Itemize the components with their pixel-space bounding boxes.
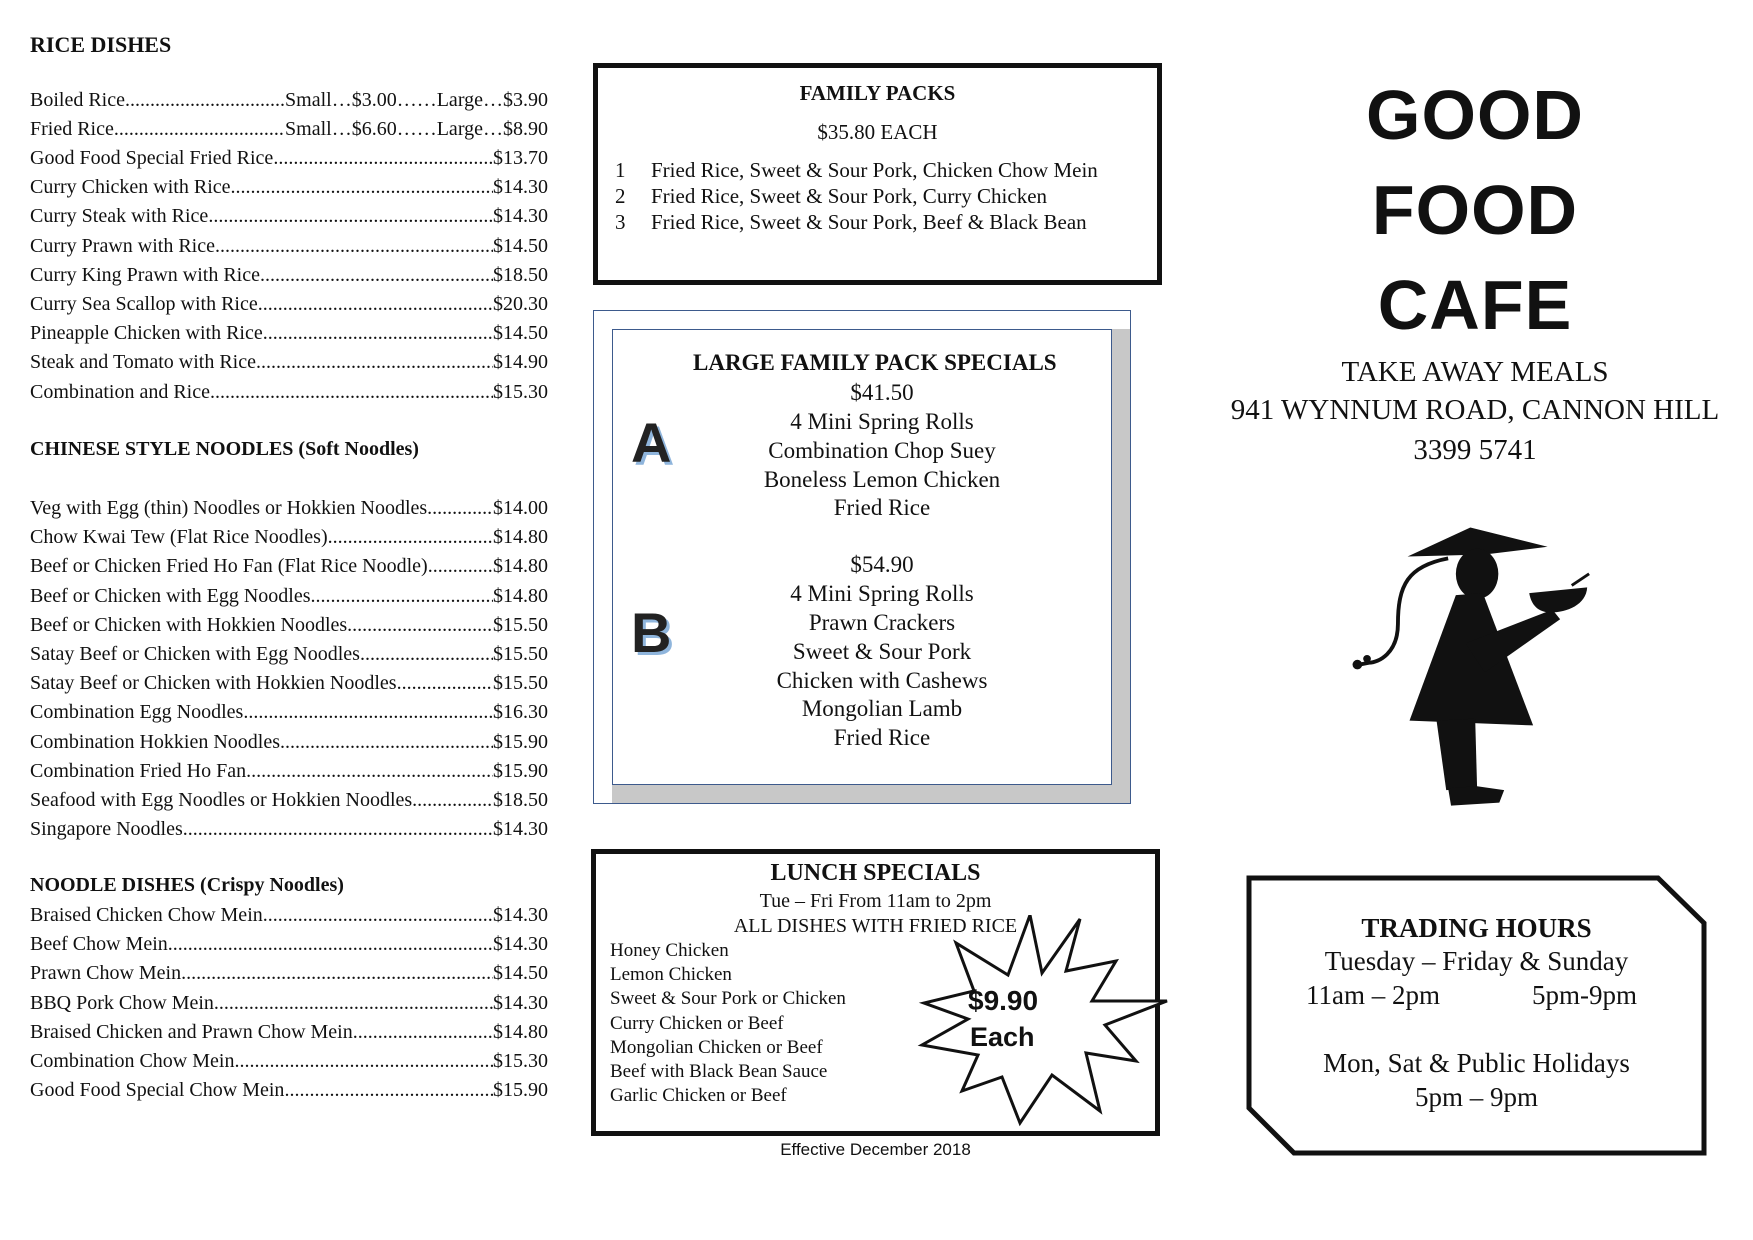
item-price: $15.90: [493, 730, 548, 753]
dot-leader: [243, 698, 493, 727]
item-price: $14.50: [493, 962, 548, 985]
family-pack-number: 1: [615, 158, 626, 182]
menu-item: [30, 378, 548, 407]
brand-line-good: GOOD: [1366, 76, 1584, 154]
lunch-note: ALL DISHES WITH FRIED RICE: [733, 915, 1018, 937]
trading-days-2: Mon, Sat & Public Holidays: [1323, 1048, 1630, 1078]
dot-leader: [214, 989, 493, 1018]
item-name: Prawn Chow Mein: [30, 962, 182, 985]
pack-item: Fried Rice: [833, 725, 931, 751]
item-price: $14.30: [493, 904, 548, 926]
pack-item: Boneless Lemon Chicken: [763, 466, 1001, 492]
dot-leader: [311, 582, 494, 611]
dot-leader: [360, 640, 493, 669]
item-price: $14.80: [493, 1020, 548, 1043]
item-name: Combination Chow Mein: [30, 1050, 235, 1072]
tagline: TAKE AWAY MEALS: [1341, 356, 1609, 388]
dot-leader: [353, 1018, 493, 1047]
dot-leader: [183, 815, 493, 844]
item-price: $14.80: [493, 526, 548, 549]
small-label: Small: [285, 89, 332, 111]
small-price: $3.00: [351, 89, 397, 111]
dot-leader: [397, 669, 493, 698]
menu-item: [30, 815, 548, 844]
item-name: Chow Kwai Tew (Flat Rice Noodles): [30, 526, 328, 549]
item-name: Combination and Rice: [30, 380, 210, 403]
item-name: Beef or Chicken with Hokkien Noodles: [30, 613, 348, 636]
trading-days-1: Tuesday – Friday & Sunday: [1324, 946, 1629, 976]
lunch-item: Mongolian Chicken or Beef: [610, 1036, 823, 1058]
menu-item: [30, 989, 548, 1018]
menu-item: [30, 348, 548, 377]
dot-leader: [208, 202, 493, 231]
dot-leader: [263, 319, 493, 348]
dot-leader: [210, 378, 493, 407]
item-name: Fried Rice: [30, 118, 114, 140]
menu-item: [30, 901, 548, 930]
item-price: $18.50: [493, 263, 548, 286]
menu-item-sized: [30, 115, 548, 144]
small-price: $6.60: [351, 118, 397, 140]
pack-item: Sweet & Sour Pork: [792, 638, 972, 664]
lunch-item: Curry Chicken or Beef: [610, 1012, 784, 1034]
pack-item: Combination Chop Suey: [768, 437, 996, 463]
item-name: Satay Beef or Chicken with Egg Noodles: [30, 643, 360, 665]
menu-item: [30, 959, 548, 988]
trading-title: TRADING HOURS: [1361, 913, 1592, 943]
trading-hours-2: 5pm – 9pm: [1414, 1082, 1538, 1112]
pack-letter-b: B: [631, 601, 672, 665]
brand-line-food: FOOD: [1371, 171, 1579, 249]
dot-leader: [234, 1047, 493, 1076]
menu-item: [30, 319, 548, 348]
item-name: Combination Egg Noodles: [30, 701, 244, 724]
menu-item-sized: [30, 86, 548, 115]
item-name: Pineapple Chicken with Rice: [30, 322, 263, 345]
item-name: Curry Prawn with Rice: [30, 234, 215, 257]
large-label: Large: [436, 89, 483, 111]
soft-noodles-heading: CHINESE STYLE NOODLES (Soft Noodles): [30, 438, 419, 460]
menu-item: [30, 1047, 548, 1076]
pack-letter-a: A: [631, 411, 672, 474]
dot-leader: [258, 290, 493, 319]
menu-item: [30, 1076, 548, 1105]
lunch-item: Sweet & Sour Pork or Chicken: [610, 988, 846, 1010]
dot-leader: [427, 494, 493, 523]
dot-leader: …: [483, 118, 503, 140]
item-price: $14.50: [493, 234, 548, 257]
item-name: Curry Chicken with Rice: [30, 176, 231, 199]
pack-price: $41.50: [850, 380, 914, 405]
menu-item: [30, 290, 548, 319]
item-name: Curry Steak with Rice: [30, 205, 209, 228]
trading-dinner-hours: 5pm-9pm: [1532, 980, 1637, 1010]
item-name: Beef Chow Mein: [30, 933, 168, 956]
large-family-title: LARGE FAMILY PACK SPECIALS: [693, 350, 1057, 375]
menu-item: [30, 202, 548, 231]
item-name: Veg with Egg (thin) Noodles or Hokkien Noodles: [30, 497, 428, 519]
dot-leader: [246, 757, 493, 786]
item-name: Seafood with Egg Noodles or Hokkien Noodles: [30, 789, 413, 811]
item-name: Braised Chicken and Prawn Chow Mein: [30, 1020, 353, 1043]
phone: 3399 5741: [1413, 434, 1537, 466]
family-packs-box: [593, 63, 1162, 285]
dot-leader: [231, 173, 493, 202]
item-price: $14.50: [493, 322, 548, 345]
dot-leader: [428, 552, 493, 581]
item-name: Beef or Chicken with Egg Noodles: [30, 584, 311, 607]
small-label: Small: [285, 118, 332, 140]
family-pack-number: 3: [615, 210, 626, 234]
dot-leader: [215, 232, 493, 261]
item-name: Combination Fried Ho Fan: [30, 759, 247, 782]
item-price: $14.30: [493, 818, 548, 841]
family-pack-items: Fried Rice, Sweet & Sour Pork, Curry Chicken: [651, 184, 1048, 208]
item-name: Satay Beef or Chicken with Hokkien Noodles: [30, 672, 397, 695]
dot-leader: ……: [396, 89, 437, 111]
item-price: $16.30: [493, 701, 548, 724]
effective-date: Effective December 2018: [780, 1140, 971, 1159]
item-price: $14.30: [493, 205, 548, 228]
dot-leader: …: [331, 89, 352, 111]
lunch-item: Beef with Black Bean Sauce: [610, 1061, 828, 1082]
lunch-price: $9.90: [968, 985, 1039, 1016]
item-price: $14.80: [493, 584, 548, 607]
rice-dishes-heading: RICE DISHES: [30, 32, 172, 57]
pack-item: Mongolian Lamb: [801, 696, 963, 722]
item-price: $15.50: [493, 613, 548, 636]
dot-leader: [280, 728, 493, 757]
family-packs-title: FAMILY PACKS: [799, 81, 956, 105]
lunch-item: Lemon Chicken: [610, 964, 732, 986]
item-price: $15.30: [493, 1050, 548, 1072]
family-pack-items: Fried Rice, Sweet & Sour Pork, Chicken Chow Mein: [651, 158, 1098, 182]
menu-item: [30, 728, 548, 757]
item-price: $14.90: [493, 351, 548, 374]
pack-item: 4 Mini Spring Rolls: [790, 581, 974, 607]
item-price: $14.30: [493, 991, 548, 1014]
brand-line-cafe: CAFE: [1377, 266, 1573, 344]
large-price: $3.90: [503, 89, 548, 111]
dot-leader: [328, 523, 493, 552]
pack-item: Chicken with Cashews: [776, 667, 988, 693]
item-name: BBQ Pork Chow Mein: [30, 991, 214, 1014]
item-price: $15.50: [493, 672, 548, 695]
lunch-title: LUNCH SPECIALS: [770, 860, 981, 886]
item-name: Curry King Prawn with Rice: [30, 263, 260, 286]
dot-leader: ……: [396, 118, 437, 140]
pack-price: $54.90: [850, 552, 914, 578]
dot-leader: [168, 930, 493, 959]
menu-item: [30, 173, 548, 202]
dot-leader: [347, 611, 493, 640]
menu-item: [30, 669, 548, 698]
item-name: Beef or Chicken Fried Ho Fan (Flat Rice Noodle): [30, 555, 428, 578]
item-price: $14.00: [493, 497, 548, 519]
dot-leader: …: [331, 118, 352, 140]
family-pack-items: Fried Rice, Sweet & Sour Pork, Beef & Black Bean: [651, 210, 1087, 234]
menu-item: [30, 611, 548, 640]
item-name: Braised Chicken Chow Mein: [30, 904, 263, 926]
address: 941 WYNNUM ROAD, CANNON HILL: [1230, 394, 1720, 426]
menu-item: [30, 582, 548, 611]
dot-leader: [256, 348, 493, 377]
lunch-item: Honey Chicken: [610, 940, 729, 961]
dot-leader: [260, 261, 493, 290]
menu-item: [30, 232, 548, 261]
item-price: $20.30: [493, 293, 548, 315]
waiter-figure-icon: [1340, 515, 1620, 820]
menu-item: [30, 494, 548, 523]
dot-leader: [273, 144, 493, 173]
menu-item: [30, 523, 548, 552]
large-label: Large: [436, 118, 483, 140]
menu-item: [30, 144, 548, 173]
item-price: $18.50: [493, 789, 548, 811]
item-name: Singapore Noodles: [30, 818, 183, 841]
dot-leader: [125, 86, 285, 115]
lunch-hours: Tue – Fri From 11am to 2pm: [759, 890, 992, 912]
menu-item: [30, 786, 548, 815]
pack-item: 4 Mini Spring Rolls: [790, 409, 974, 434]
menu-item: [30, 640, 548, 669]
menu-item: [30, 698, 548, 727]
menu-item: [30, 261, 548, 290]
large-family-pack-box: [593, 310, 1131, 804]
item-price: $15.50: [493, 643, 548, 665]
item-price: $14.30: [493, 933, 548, 956]
dot-leader: …: [483, 89, 503, 111]
crispy-noodles-heading: NOODLE DISHES (Crispy Noodles): [30, 874, 344, 896]
dot-leader: [114, 115, 285, 144]
dot-leader: [284, 1076, 493, 1105]
family-packs-price: $35.80 EACH: [817, 120, 938, 144]
dot-leader: [412, 786, 493, 815]
item-name: Curry Sea Scallop with Rice: [30, 293, 258, 315]
item-price: $14.30: [493, 176, 548, 199]
family-pack-number: 2: [615, 184, 626, 208]
item-price: $13.70: [493, 147, 548, 169]
trading-lunch-hours: 11am – 2pm: [1306, 980, 1440, 1010]
item-price: $15.90: [493, 759, 548, 782]
item-price: $15.30: [493, 380, 548, 403]
pack-item: Prawn Crackers: [808, 610, 956, 635]
menu-item: [30, 1018, 548, 1047]
item-price: $15.90: [493, 1079, 548, 1102]
dot-leader: [263, 901, 493, 930]
menu-item: [30, 930, 548, 959]
item-name: Good Food Special Fried Rice: [30, 147, 274, 169]
dot-leader: [181, 959, 493, 988]
pack-item: Fried Rice: [833, 495, 931, 521]
menu-item: [30, 757, 548, 786]
lunch-price-unit: Each: [970, 1022, 1035, 1052]
item-name: Good Food Special Chow Mein: [30, 1079, 285, 1102]
lunch-item: Garlic Chicken or Beef: [610, 1085, 787, 1107]
menu-item: [30, 552, 548, 581]
large-price: $8.90: [503, 118, 548, 140]
item-price: $14.80: [493, 555, 548, 578]
item-name: Boiled Rice: [30, 89, 125, 111]
item-name: Steak and Tomato with Rice: [30, 351, 256, 374]
item-name: Combination Hokkien Noodles: [30, 730, 280, 753]
